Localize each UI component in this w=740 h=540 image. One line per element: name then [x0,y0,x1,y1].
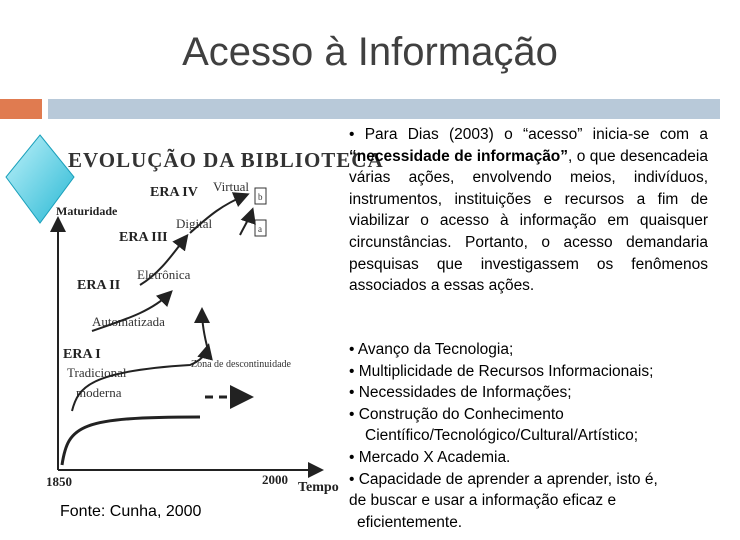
factors-list [349,339,708,533]
list-item: • Capacidade de aprender a aprender, isto é, [349,470,658,488]
label-tradicional: Tradicional [67,365,127,380]
box-b-label: b [258,192,263,202]
list-item: • Necessidades de Informações; [349,384,572,402]
list-item: eficientemente. [357,513,463,531]
y-axis-label: Maturidade [56,204,118,218]
figure-source: Fonte: Cunha, 2000 [60,503,202,520]
x-axis-label: Tempo [298,480,339,495]
x-start-label: 1850 [46,474,72,489]
list-item: • Mercado X Academia. [349,448,511,466]
accent-bar-blue [48,99,720,119]
era2-label: ERA II [77,278,121,293]
curve-era1 [62,417,200,465]
box-a-label: a [258,224,262,234]
library-evolution-figure [0,125,384,540]
paragraph-bold: “necessidade de informação” [349,147,569,165]
page-title: Acesso à Informação [182,30,558,74]
list-item: • Avanço da Tecnologia; [349,341,514,358]
paragraph-part1: • Para Dias (2003) o “acesso” inicia-se com a [349,126,708,143]
label-zona: Zona de descontinuidade [191,359,291,370]
figure-heading: EVOLUÇÃO DA BIBLIOTECA [68,148,384,172]
curve-zona-arrow [202,311,208,350]
list-item: de buscar e usar a informação eficaz e [349,492,617,510]
intro-paragraph [349,124,708,297]
list-item: • Construção do Conhecimento [349,405,564,423]
list-item: • Multiplicidade de Recursos Informacionais; [349,362,654,380]
list-item: Científico/Tecnológico/Cultural/Artístico; [365,427,639,445]
label-moderna: moderna [76,385,122,400]
label-automatizada: Automatizada [92,314,165,329]
accent-bar-orange [0,99,42,119]
era1-label: ERA I [63,347,101,362]
paragraph-part2: , o que desencadeia várias ações, envolvendo meios, indivíduos, instrumentos, instituições e recursos a fim de viabilizar o acesso à informação em quaisquer circunstâncias. Portanto, o acesso demandaria pesquisas que investigassem os fenômenos associados a essas ações. [349,147,708,295]
curve-virtual-arrow [240,211,252,235]
x-end-label: 2000 [262,472,288,487]
label-eletronica: Eletrônica [137,267,191,282]
era4-label: ERA IV [150,185,198,200]
label-virtual: Virtual [213,179,250,194]
label-digital: Digital [176,216,213,231]
era3-label: ERA III [119,230,168,245]
